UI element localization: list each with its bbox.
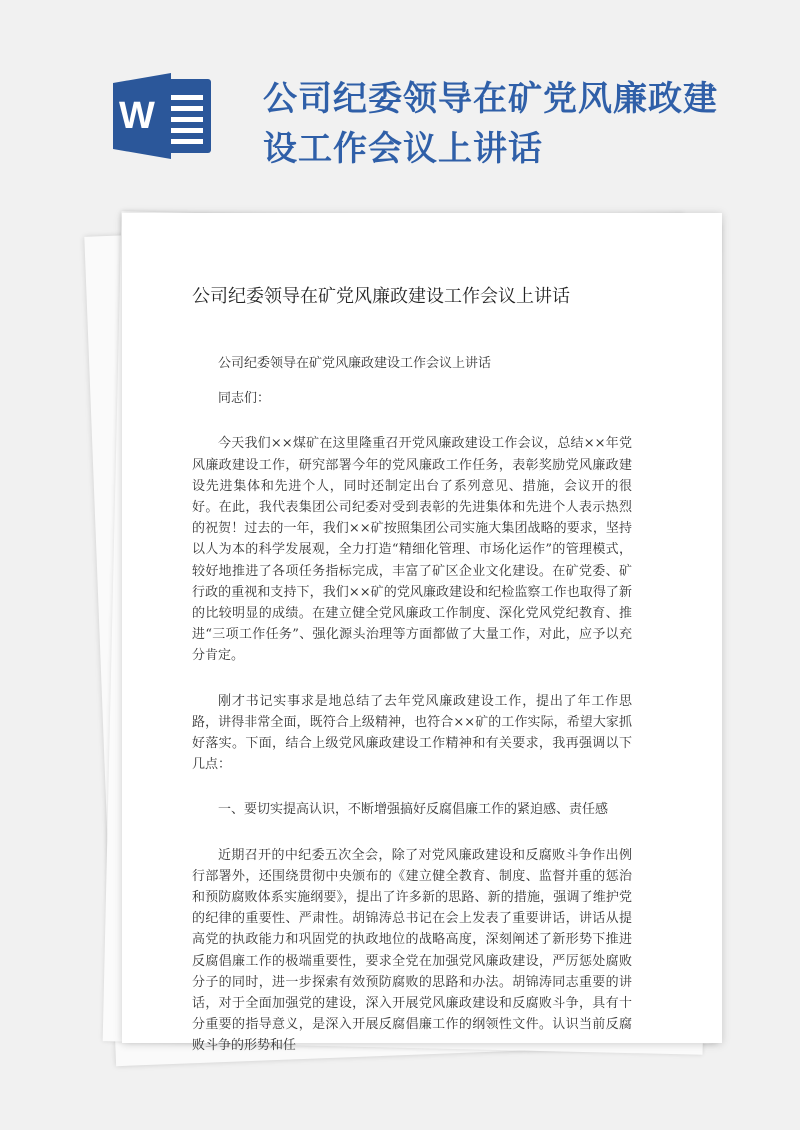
- paragraph: 近期召开的中纪委五次全会，除了对党风廉政建设和反腐败斗争作出例行部署外，还围绕贯彻中央颁布的《建立健全教育、制度、监督并重的惩治和预防腐败体系实施纲要》，提出了许多新的思路、新的措施，强调了维护党的纪律的重要性、严肃性。胡锦涛总书记在会上发表了重要讲话，讲话从提高党的执政能力和巩固党的执政地位的战略高度，深刻阐述了新形势下推进反腐倡廉工作的极端重要性，要求全党在加强党风廉政建设，严厉惩处腐败分子的同时，进一步探索有效预防腐败的思路和办法。胡锦涛同志重要的讲话，对于全面加强党的建设，深入开展党风廉政建设和反腐败斗争，具有十分重要的指导意义，是深入开展反腐倡廉工作的纲领性文件。认识当前反腐败斗争的形势和任: [192, 847, 632, 1054]
- header-title: 公司纪委领导在矿党风廉政建设工作会议上讲话: [263, 79, 718, 169]
- section-heading: 一、要切实提高认识，不断增强搞好反腐倡廉工作的紧迫感、责任感: [218, 802, 609, 818]
- paragraph: 公司纪委领导在矿党风廉政建设工作会议上讲话: [218, 356, 492, 371]
- paragraph: 今天我们××煤矿在这里隆重召开党风廉政建设工作会议，总结××年党风廉政建设工作，研究部署今年的党风廉政工作任务，表彰奖励党风廉政建设先进集体和先进个人，同时还制定出台了系列意见、措施，会议开的很好。在此，我代表集团公司纪委对受到表彰的先进集体和先进个人表示热烈的祝贺！过去的一年，我们××矿按照集团公司实施大集团战略的要求，坚持以人为本的科学发展观，全力打造“精细化管理、市场化运作”的管理模式，较好地推进了各项任务指标完成，丰富了矿区企业文化建设。在矿党委、矿行政的重视和支持下，我们××矿的党风廉政建设和纪检监察工作也取得了新的比较明显的成绩。在建立健全党风廉政工作制度、深化党风党纪教育、推进“三项工作任务”、强化源头治理等方面都做了大量工作，对此，应予以充分肯定。: [192, 436, 632, 664]
- document-page: [122, 213, 722, 1054]
- document-title: 公司纪委领导在矿党风廉政建设工作会议上讲话: [192, 286, 570, 307]
- svg-text:W: W: [119, 95, 155, 137]
- document-body: [192, 353, 632, 1057]
- header: [0, 0, 800, 200]
- paragraph: 刚才书记实事求是地总结了去年党风廉政建设工作，提出了年工作思路，讲得非常全面，既符合上级精神，也符合××矿的工作实际，希望大家抓好落实。下面，结合上级党风廉政建设工作精神和有关要求，我再强调以下几点：: [192, 693, 632, 773]
- paragraph: 同志们：: [218, 391, 271, 407]
- word-doc-icon: [113, 73, 213, 159]
